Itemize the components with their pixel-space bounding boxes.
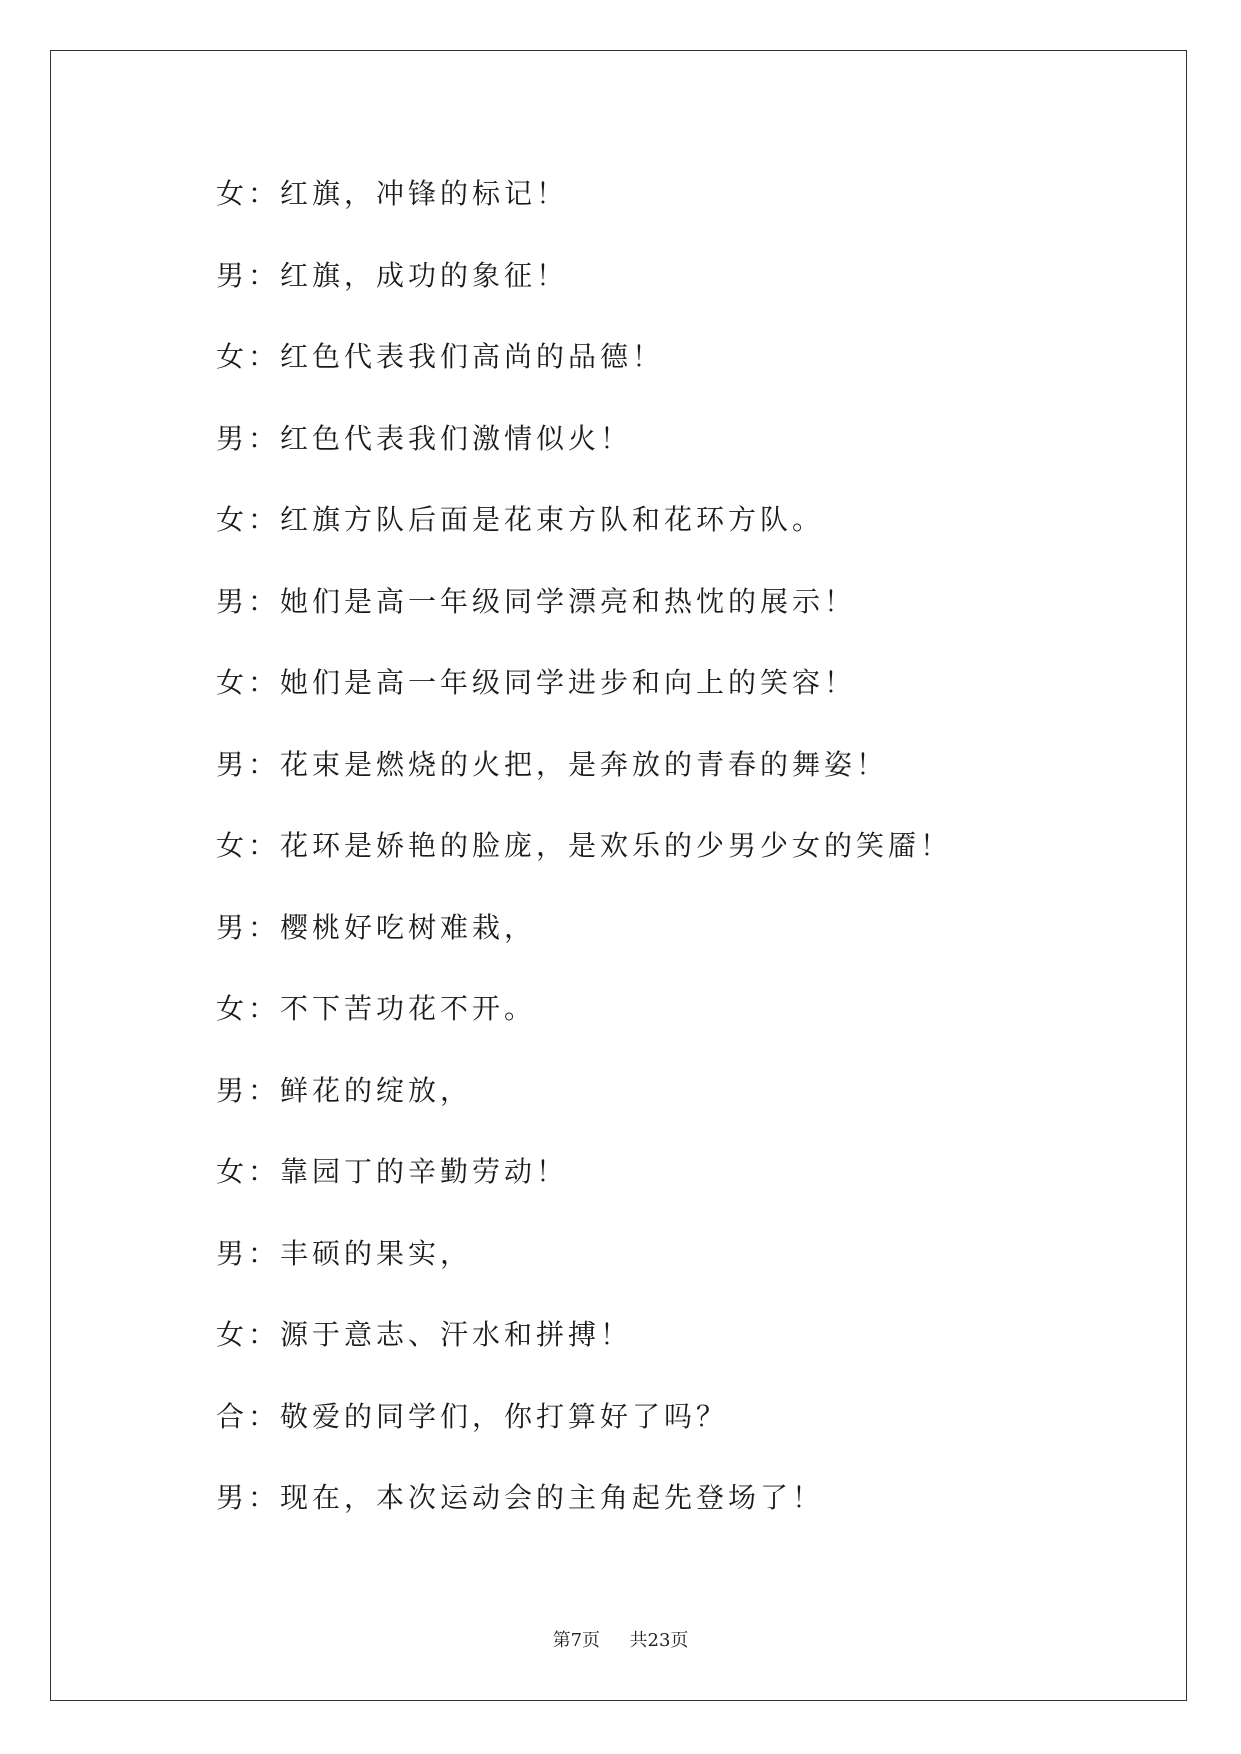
dialogue-line: 女：红旗方队后面是花束方队和花环方队。 xyxy=(216,503,825,536)
dialogue-line: 女：花环是娇艳的脸庞，是欢乐的少男少女的笑靥！ xyxy=(216,829,953,862)
dialogue-line: 男：现在，本次运动会的主角起先登场了！ xyxy=(216,1481,825,1514)
dialogue-line: 男：丰硕的果实， xyxy=(216,1236,473,1270)
dialogue-line: 合：敬爱的同学们，你打算好了吗？ xyxy=(216,1399,729,1433)
current-page-number: 第7页 xyxy=(552,1630,601,1651)
total-page-count: 共23页 xyxy=(629,1630,689,1651)
page-footer xyxy=(0,1626,1241,1652)
dialogue-line: 男：红旗，成功的象征！ xyxy=(216,258,569,292)
dialogue-line: 男：樱桃好吃树难栽， xyxy=(216,910,537,944)
dialogue-line: 女：红色代表我们高尚的品德！ xyxy=(216,340,665,373)
dialogue-line: 女：不下苦功花不开。 xyxy=(216,992,537,1025)
dialogue-lines xyxy=(216,168,952,1554)
dialogue-line: 女：红旗，冲锋的标记！ xyxy=(216,177,569,210)
dialogue-line: 女：源于意志、汗水和拼搏！ xyxy=(216,1318,633,1351)
dialogue-line: 男：她们是高一年级同学漂亮和热忱的展示！ xyxy=(216,584,857,618)
dialogue-line: 女：她们是高一年级同学进步和向上的笑容！ xyxy=(216,666,857,699)
dialogue-line: 男：鲜花的绽放， xyxy=(216,1073,473,1107)
dialogue-line: 男：花束是燃烧的火把，是奔放的青春的舞姿！ xyxy=(216,747,889,781)
dialogue-line: 女：靠园丁的辛勤劳动！ xyxy=(216,1155,569,1188)
dialogue-line: 男：红色代表我们激情似火！ xyxy=(216,421,633,455)
